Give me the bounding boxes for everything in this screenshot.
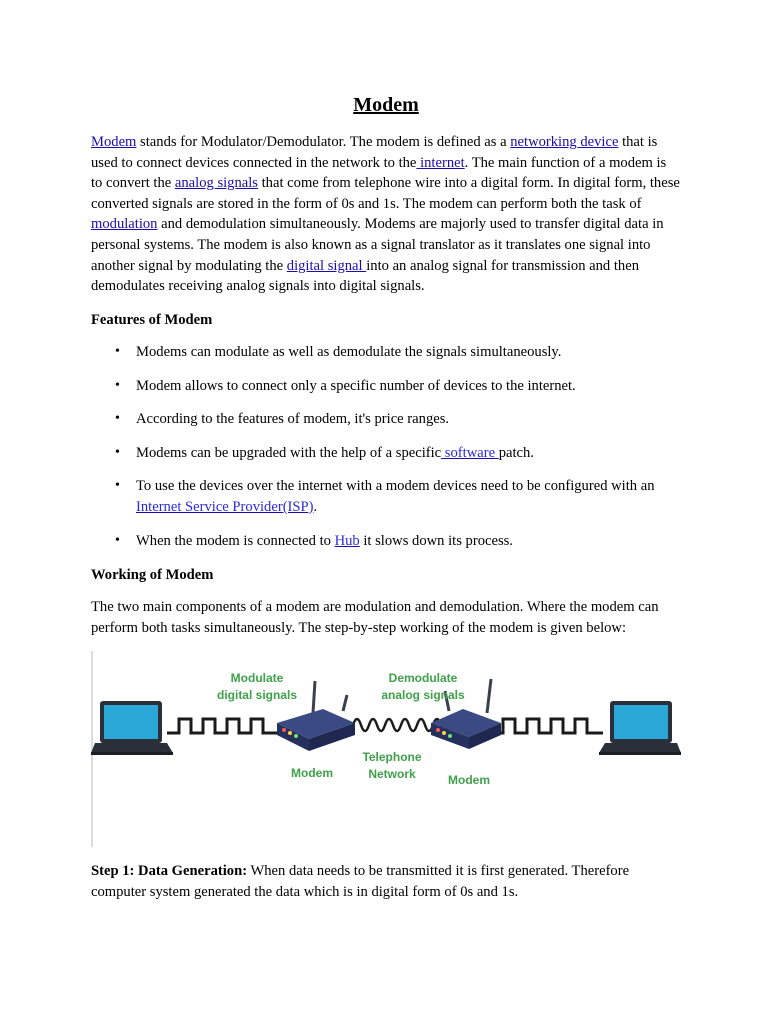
working-paragraph: The two main components of a modem are modulation and demodulation. Where the modem can perform both tasks simultaneously. The step-by-step working of the modem is given below: bbox=[91, 599, 659, 636]
intro-text-4: that come from telephone wire into a digital form. In digital form, these converted signals are stored in the form of 0s and 1s. The modem can perform both the task of bbox=[91, 175, 680, 212]
feature-text: Modem allows to connect only a specific number of devices to the internet. bbox=[136, 377, 576, 394]
intro-text-5: and demodulation simultaneously. Modems are majorly used to transfer digital data in personal systems. The modem is also known as a signal translator as it translates one signal into another signal by modulating the bbox=[91, 216, 664, 274]
feature-text: Modems can modulate as well as demodulate the signals simultaneously. bbox=[136, 344, 562, 360]
modem-working-diagram bbox=[91, 651, 681, 847]
networking-device-link[interactable]: networking device bbox=[510, 134, 619, 150]
intro-text-6: into an analog signal for transmission and then demodulates receiving analog signals into digital signals. bbox=[91, 257, 639, 295]
modem-link[interactable]: Modem bbox=[91, 134, 137, 150]
isp-link[interactable]: Internet Service Provider(ISP) bbox=[136, 498, 314, 515]
demodulate-label-line2: analog signals bbox=[381, 688, 465, 702]
right-laptop-icon bbox=[599, 701, 681, 755]
telephone-label-line2: Network bbox=[368, 767, 416, 781]
list-item bbox=[91, 342, 681, 363]
demodulate-label-line1: Demodulate bbox=[388, 671, 458, 685]
list-item bbox=[91, 409, 681, 430]
step-1-label: Step 1: Data Generation: bbox=[91, 863, 248, 879]
feature-text: According to the features of modem, it's price ranges. bbox=[136, 411, 450, 428]
internet-link[interactable]: internet bbox=[416, 154, 465, 171]
list-item bbox=[91, 531, 681, 552]
list-item bbox=[91, 443, 681, 464]
software-link[interactable]: software bbox=[441, 444, 499, 461]
intro-text-2: that is used to connect devices connected in the network to the bbox=[91, 134, 658, 171]
modulate-label-line2: digital signals bbox=[216, 688, 298, 702]
digital-signal-link[interactable]: digital signal bbox=[286, 257, 367, 274]
feature-text: To use the devices over the internet with a modem devices need to be configured with an bbox=[136, 478, 655, 495]
features-heading: Features of Modem bbox=[91, 312, 213, 328]
modulation-link[interactable]: modulation bbox=[91, 216, 158, 233]
list-item bbox=[91, 376, 681, 397]
modulate-label-line1: Modulate bbox=[230, 671, 284, 685]
features-list bbox=[91, 342, 681, 564]
modem-left-label: Modem bbox=[291, 766, 333, 780]
telephone-label-line1: Telephone bbox=[362, 750, 422, 764]
hub-link[interactable]: Hub bbox=[334, 532, 360, 549]
intro-text-3: . The main function of a modem is to convert the bbox=[91, 154, 667, 192]
feature-text: it slows down its process. bbox=[359, 532, 513, 549]
feature-text: When the modem is connected to bbox=[136, 532, 335, 549]
feature-text: . bbox=[313, 498, 318, 515]
step-1-paragraph bbox=[91, 861, 681, 902]
step-1-text: When data needs to be transmitted it is first generated. Therefore computer system generated the data which is in digital form of 0s and 1s. bbox=[91, 863, 630, 900]
modem-right-label: Modem bbox=[448, 773, 490, 787]
feature-text: patch. bbox=[498, 444, 534, 461]
page-title: Modem bbox=[353, 94, 419, 116]
working-heading: Working of Modem bbox=[91, 567, 214, 583]
feature-text: Modems can be upgraded with the help of a specific bbox=[136, 444, 442, 461]
intro-paragraph bbox=[91, 132, 681, 297]
left-laptop-icon bbox=[91, 701, 173, 755]
analog-signals-link[interactable]: analog signals bbox=[174, 175, 258, 192]
list-item bbox=[91, 476, 681, 517]
intro-text-1: stands for Modulator/Demodulator. The modem is defined as a bbox=[136, 134, 511, 150]
